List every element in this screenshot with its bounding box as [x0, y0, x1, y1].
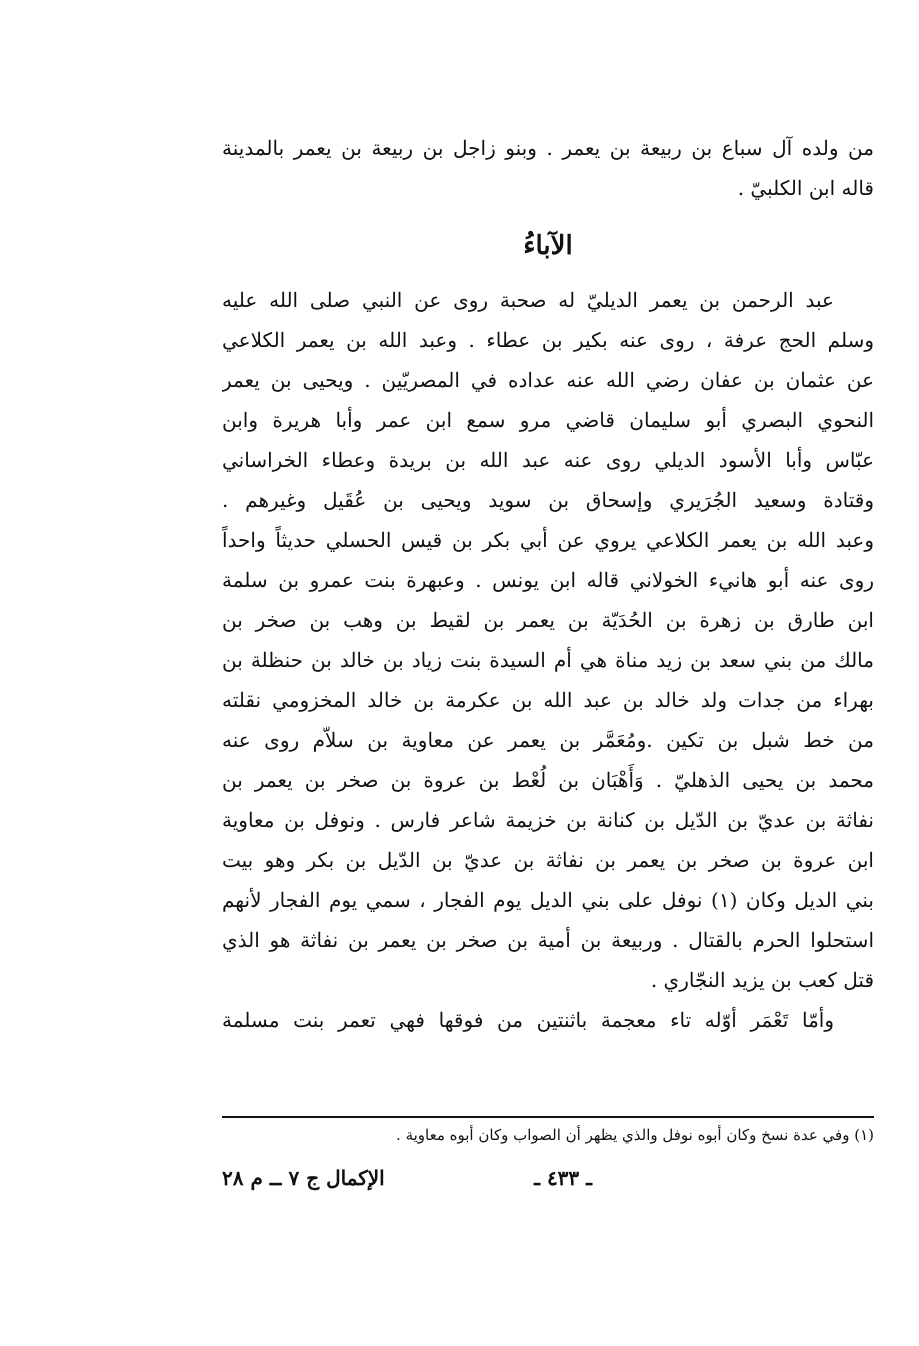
text-line: ابن طارق بن زهرة بن الحُدَيّة بن يعمر بن لقيط بن وهب بن صخر بن — [222, 608, 874, 632]
footnote: (١) وفي عدة نسخ وكان أبوه نوفل والذي يظهر أن الصواب وكان أبوه معاوية . — [396, 1126, 874, 1144]
text-line: عن عثمان بن عفان رضي الله عنه عداده في المصريّين . ويحيى بن يعمر — [222, 368, 874, 392]
body-text — [222, 280, 874, 1040]
page-footer — [222, 1158, 874, 1198]
text-line: من خط شبل بن تكين .ومُعَمَّر بن يعمر عن معاوية بن سلاّم روى عنه — [222, 728, 874, 752]
text-line: استحلوا الحرم بالقتال . وربيعة بن أمية بن صخر بن يعمر بن نفاثة هو الذي — [222, 928, 874, 952]
text-line: قتل كعب بن يزيد النجّاري . — [650, 968, 874, 992]
text-line: بني الديل وكان (١) نوفل على بني الديل يوم الفجار ، سمي يوم الفجار لأنهم — [222, 888, 874, 912]
volume-signature: الإكمال ج ٧ ــ م ٢٨ — [222, 1166, 385, 1190]
text-line: محمد بن يحيى الذهليّ . وَأَهْبَان بن لُعْط بن عروة بن صخر بن يعمر بن — [222, 768, 874, 792]
text-line: وعبد الله بن يعمر الكلاعي يروي عن أبي بكر بن قيس الحسلي حديثاً واحداً — [222, 528, 874, 552]
footnote-divider — [222, 1116, 874, 1118]
text-line: مالك من بني سعد بن زيد مناة هي أم السيدة بنت زياد بن خالد بن حنظلة بن — [222, 648, 874, 672]
text-line: ابن عروة بن صخر بن يعمر بن نفاثة بن عديّ بن الدّيل بن بكر وهو بيت — [222, 848, 874, 872]
intro-paragraph — [222, 128, 874, 208]
text-line: عبّاس وأبا الأسود الديلي روى عنه عبد الله بن بريدة وعطاء الخراساني — [222, 448, 874, 472]
text-line: قاله ابن الكلبيّ . — [737, 176, 874, 200]
text-line: من ولده آل سباع بن ربيعة بن يعمر . وبنو زاجل بن ربيعة بن يعمر بالمدينة — [222, 136, 874, 160]
page-number: ـ ٤٣٣ ـ — [534, 1166, 592, 1190]
text-line: النحوي البصري أبو سليمان قاضي مرو سمع ابن عمر وأبا هريرة وابن — [222, 408, 874, 432]
text-line: نفاثة بن عديّ بن الدّيل بن كنانة بن خزيمة شاعر فارس . ونوفل بن معاوية — [222, 808, 874, 832]
text-line: وأمّا تَعْمَر أوّله تاء معجمة باثنتين من فوقها فهي تعمر بنت مسلمة — [222, 1008, 835, 1032]
text-line: وقتادة وسعيد الجُرَيري وإسحاق بن سويد ويحيى بن عُقَيل وغيرهم . — [222, 488, 874, 512]
text-line: وسلم الحج عرفة ، روى عنه بكير بن عطاء . وعبد الله بن يعمر الكلاعي — [222, 328, 874, 352]
text-line: بهراء من جدات ولد خالد بن عبد الله بن عكرمة بن خالد المخزومي نقلته — [222, 688, 874, 712]
section-heading: الآباءُ — [523, 231, 573, 261]
text-line: روى عنه أبو هانيء الخولاني قاله ابن يونس . وعبهرة بنت عمرو بن سلمة — [222, 568, 874, 592]
text-line: عبد الرحمن بن يعمر الديليّ له صحبة روى عن النبي صلى الله عليه — [222, 288, 834, 312]
